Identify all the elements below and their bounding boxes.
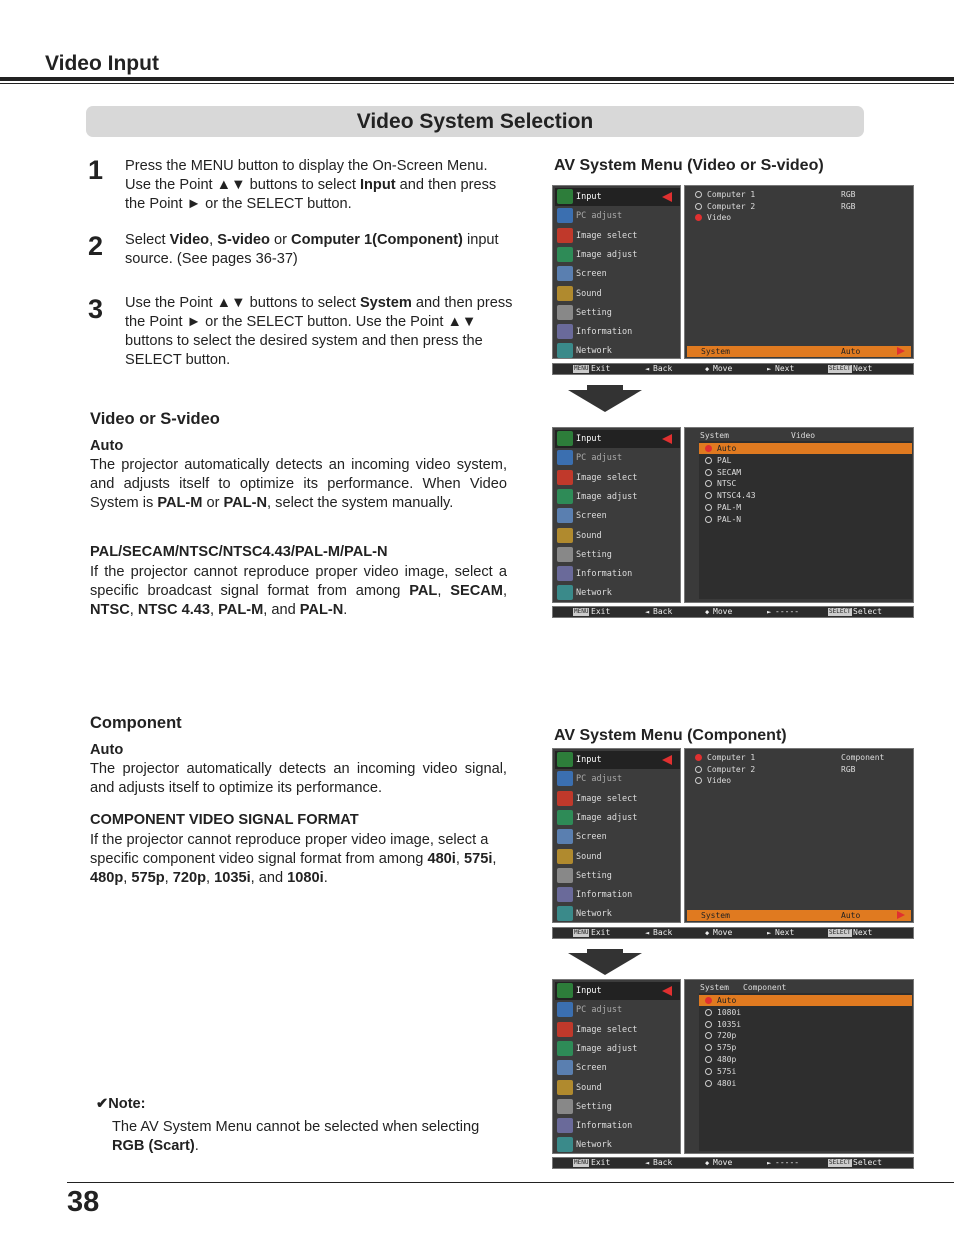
sidebar-item-image-select	[555, 469, 680, 487]
image-select-icon	[557, 1022, 573, 1037]
options-header-left: System	[700, 983, 729, 992]
options-header-left: System	[700, 431, 729, 440]
back-arrow-icon: ◄	[645, 365, 650, 373]
down-arrow-icon	[568, 953, 642, 975]
system-option-row	[699, 1007, 912, 1018]
sidebar-item-image-adjust	[555, 809, 680, 827]
sidebar-item-image-select	[555, 1021, 680, 1039]
sidebar-item-label: Image adjust	[576, 491, 638, 502]
sidebar-item-label: PC adjust	[576, 774, 623, 785]
sidebar-item-information	[555, 565, 680, 583]
video-auto-text: The projector automatically detects an incoming video system, and adjusts itself to optimize its performance. When Video System is PAL-M or PAL-N, select the system manually.	[90, 457, 507, 511]
menu-key-badge: MENU	[574, 365, 589, 372]
menu-key-badge: MENU	[574, 608, 589, 615]
system-option-label: PAL	[717, 455, 732, 465]
av-system-menu-component-options	[552, 979, 914, 1171]
footer-label: Move	[713, 928, 733, 937]
sidebar-item-label: PC adjust	[576, 1005, 623, 1016]
input-option-value: Component	[841, 753, 885, 762]
input-option-value: RGB	[841, 201, 856, 211]
radio-icon	[705, 1021, 712, 1028]
sidebar-item-label: Image adjust	[576, 1043, 638, 1054]
footer-label: Next	[853, 364, 873, 373]
radio-icon	[705, 504, 712, 511]
sidebar-item-label: Sound	[576, 288, 602, 299]
sidebar-item-input	[555, 982, 680, 1000]
sidebar-item-label: Information	[576, 569, 633, 580]
menu-key-badge: MENU	[574, 1159, 589, 1166]
move-arrows-icon: ◆	[705, 1159, 710, 1167]
down-arrow-icon	[568, 390, 642, 412]
sidebar-item-label: Image select	[576, 1024, 638, 1035]
footer-label: Back	[653, 928, 673, 937]
sidebar-item-image-adjust	[555, 1040, 680, 1058]
sidebar-item-network	[555, 905, 680, 923]
footer-label: Next	[853, 928, 873, 937]
footer-label: -----	[775, 607, 800, 616]
footer-label: Back	[653, 607, 673, 616]
input-icon	[557, 431, 573, 446]
sidebar-item-label: Setting	[576, 549, 612, 560]
sidebar-item-network	[555, 584, 680, 602]
sidebar-item-sound	[555, 848, 680, 866]
input-icon	[557, 189, 573, 204]
footer-label: Exit	[591, 607, 611, 616]
sound-icon	[557, 528, 573, 543]
system-value: Auto	[841, 911, 861, 920]
input-option-row	[695, 776, 905, 785]
menu-sidebar	[552, 427, 681, 603]
radio-icon	[705, 457, 712, 464]
pointer-left-icon	[662, 986, 672, 996]
check-icon: ✔	[96, 1096, 109, 1112]
input-icon	[557, 983, 573, 998]
component-auto-text: The projector automatically detects an incoming video signal, and adjusts itself to optimize its performance.	[90, 761, 507, 796]
pc-adjust-icon	[557, 450, 573, 465]
input-option-label: Video	[707, 213, 732, 222]
pc-adjust-icon	[557, 771, 573, 786]
component-section-title: Component	[90, 714, 182, 732]
input-option-row	[695, 213, 905, 222]
video-section-title: Video or S-video	[90, 410, 220, 428]
system-selected-bar	[687, 910, 911, 921]
step-number-1: 1	[88, 155, 104, 185]
input-option-label: Computer 1	[707, 190, 756, 199]
input-option-label: Computer 2	[707, 764, 756, 774]
sidebar-item-label: Information	[576, 1121, 633, 1132]
system-option-label: Auto	[717, 996, 737, 1005]
input-option-value: RGB	[841, 764, 856, 774]
sidebar-item-sound	[555, 285, 680, 303]
menu-main-panel	[684, 185, 914, 359]
setting-icon	[557, 305, 573, 320]
sidebar-item-information	[555, 1117, 680, 1135]
sidebar-item-input	[555, 188, 680, 206]
radio-icon	[695, 214, 702, 221]
image-select-icon	[557, 791, 573, 806]
pointer-left-icon	[662, 192, 672, 202]
information-icon	[557, 887, 573, 902]
system-option-label: 480p	[717, 1055, 737, 1064]
radio-icon	[705, 1032, 712, 1039]
system-option-label: NTSC4.43	[717, 491, 756, 501]
radio-icon	[705, 492, 712, 499]
sidebar-item-label: Network	[576, 909, 612, 920]
screen-icon	[557, 829, 573, 844]
move-arrows-icon: ◆	[705, 365, 710, 373]
system-option-label: Auto	[717, 444, 737, 453]
image-select-icon	[557, 228, 573, 243]
menu-title-video: AV System Menu (Video or S-video)	[554, 157, 824, 174]
sidebar-item-network	[555, 342, 680, 360]
sidebar-item-label: Screen	[576, 269, 607, 280]
sidebar-item-pc-adjust	[555, 207, 680, 225]
radio-icon	[695, 766, 702, 773]
next-arrow-icon: ►	[767, 608, 772, 616]
select-key-badge: SELECT	[829, 1159, 851, 1166]
radio-icon	[705, 1044, 712, 1051]
menu-footer	[552, 363, 914, 375]
setting-icon	[557, 868, 573, 883]
menu-main-panel	[684, 748, 914, 923]
system-option-label: 1080i	[717, 1007, 742, 1017]
back-arrow-icon: ◄	[645, 929, 650, 937]
sound-icon	[557, 286, 573, 301]
sidebar-item-input	[555, 430, 680, 448]
menu-title-component: AV System Menu (Component)	[554, 727, 787, 744]
image-adjust-icon	[557, 247, 573, 262]
sidebar-item-sound	[555, 1079, 680, 1097]
select-key-badge: SELECT	[829, 929, 851, 936]
radio-icon	[705, 445, 712, 452]
step-number-3: 3	[88, 294, 104, 324]
footer-label: Back	[653, 364, 673, 373]
move-arrows-icon: ◆	[705, 929, 710, 937]
system-option-label: PAL-M	[717, 503, 742, 512]
system-option-row	[699, 514, 912, 525]
image-adjust-icon	[557, 489, 573, 504]
header-rule	[0, 77, 954, 81]
footer-label: Back	[653, 1158, 673, 1167]
sidebar-item-label: Image select	[576, 793, 638, 804]
sidebar-item-setting	[555, 304, 680, 322]
system-option-label: 480i	[717, 1078, 737, 1088]
menu-main-panel	[684, 427, 914, 603]
sidebar-item-screen	[555, 265, 680, 283]
sidebar-item-label: Input	[576, 986, 602, 996]
footer-label: Select	[853, 1158, 882, 1167]
image-adjust-icon	[557, 1041, 573, 1056]
radio-icon	[705, 480, 712, 487]
section-title: Video Input	[45, 52, 159, 75]
system-option-row	[699, 455, 912, 466]
setting-icon	[557, 547, 573, 562]
footer-label: -----	[775, 1158, 800, 1167]
pointer-right-icon	[897, 911, 905, 919]
footer-label: Move	[713, 1158, 733, 1167]
sidebar-item-setting	[555, 867, 680, 885]
av-system-menu-video-options	[552, 427, 914, 620]
system-option-row	[699, 478, 912, 489]
radio-icon	[705, 1068, 712, 1075]
system-option-label: 575p	[717, 1043, 737, 1053]
radio-icon	[695, 203, 702, 210]
back-arrow-icon: ◄	[645, 608, 650, 616]
system-option-row	[699, 502, 912, 513]
system-option-label: PAL-N	[717, 514, 742, 524]
sidebar-item-information	[555, 323, 680, 341]
screen-icon	[557, 266, 573, 281]
sidebar-item-sound	[555, 527, 680, 545]
system-option-row	[699, 443, 912, 454]
note-label	[96, 1095, 146, 1112]
menu-main-panel	[684, 979, 914, 1154]
footer-label: Next	[775, 364, 795, 373]
system-label: System	[701, 347, 730, 356]
system-option-row	[699, 1019, 912, 1030]
radio-icon	[705, 1009, 712, 1016]
information-icon	[557, 324, 573, 339]
av-system-menu-component	[552, 748, 914, 941]
step-number-2: 2	[88, 231, 104, 261]
video-formats-text: If the projector cannot reproduce proper video image, select a specific broadcast signal format from among PAL, SECAM, NTSC, NTSC 4.43, PAL-M, and PAL-N.	[90, 564, 507, 618]
sidebar-item-label: Screen	[576, 1063, 607, 1074]
menu-sidebar	[552, 185, 681, 359]
menu-sidebar	[552, 748, 681, 923]
system-option-row	[699, 1054, 912, 1065]
footer-label: Select	[853, 607, 882, 616]
input-icon	[557, 752, 573, 767]
sidebar-item-label: Setting	[576, 1101, 612, 1112]
footer-label: Move	[713, 607, 733, 616]
sidebar-item-label: Network	[576, 346, 612, 357]
av-system-menu-video	[552, 185, 914, 378]
sidebar-item-label: Information	[576, 890, 633, 901]
sound-icon	[557, 1080, 573, 1095]
input-option-row	[695, 765, 905, 774]
menu-key-badge: MENU	[574, 929, 589, 936]
sidebar-item-information	[555, 886, 680, 904]
system-label: System	[701, 911, 730, 920]
sidebar-item-label: Sound	[576, 530, 602, 541]
input-option-label: Computer 2	[707, 201, 756, 211]
screen-icon	[557, 1060, 573, 1075]
network-icon	[557, 585, 573, 600]
system-option-row	[699, 490, 912, 501]
image-select-icon	[557, 470, 573, 485]
sidebar-item-image-adjust	[555, 488, 680, 506]
sidebar-item-label: Network	[576, 1140, 612, 1151]
footer-label: Exit	[591, 364, 611, 373]
sidebar-item-image-select	[555, 227, 680, 245]
input-option-label: Computer 1	[707, 753, 756, 762]
radio-icon	[695, 777, 702, 784]
system-option-row	[699, 1066, 912, 1077]
network-icon	[557, 1137, 573, 1152]
footer-label: Next	[775, 928, 795, 937]
system-option-label: 1035i	[717, 1019, 742, 1029]
next-arrow-icon: ►	[767, 365, 772, 373]
system-option-row	[699, 995, 912, 1006]
input-option-value: RGB	[841, 190, 856, 199]
sidebar-item-label: Image adjust	[576, 249, 638, 260]
system-option-row	[699, 1042, 912, 1053]
pointer-left-icon	[662, 755, 672, 765]
information-icon	[557, 1118, 573, 1133]
sidebar-item-label: Screen	[576, 832, 607, 843]
back-arrow-icon: ◄	[645, 1159, 650, 1167]
options-list-panel	[699, 993, 912, 1151]
select-key-badge: SELECT	[829, 365, 851, 372]
sidebar-item-pc-adjust	[555, 770, 680, 788]
sidebar-item-label: Sound	[576, 851, 602, 862]
footer-rule	[67, 1182, 954, 1183]
note-label-text: Note:	[108, 1096, 146, 1112]
network-icon	[557, 343, 573, 358]
sidebar-item-image-select	[555, 790, 680, 808]
menu-sidebar	[552, 979, 681, 1154]
sidebar-item-label: PC adjust	[576, 453, 623, 464]
menu-footer	[552, 1157, 914, 1169]
system-option-label: SECAM	[717, 467, 742, 477]
sidebar-item-label: Image adjust	[576, 812, 638, 823]
system-selected-bar	[687, 346, 911, 357]
pointer-left-icon	[662, 434, 672, 444]
system-value: Auto	[841, 347, 861, 356]
sidebar-item-label: Input	[576, 434, 602, 444]
radio-icon	[705, 1056, 712, 1063]
system-option-label: 575i	[717, 1066, 737, 1076]
input-option-label: Video	[707, 776, 732, 785]
menu-footer	[552, 927, 914, 939]
sidebar-item-label: Image select	[576, 472, 638, 483]
pointer-right-icon	[897, 347, 905, 355]
step-text-1: Press the MENU button to display the On-Screen Menu. Use the Point ▲▼ buttons to select Input and then press the Point ► or the SELECT button.	[125, 158, 497, 212]
screen-icon	[557, 508, 573, 523]
footer-label: Exit	[591, 1158, 611, 1167]
next-arrow-icon: ►	[767, 929, 772, 937]
move-arrows-icon: ◆	[705, 608, 710, 616]
sidebar-item-label: Screen	[576, 511, 607, 522]
sidebar-item-label: Network	[576, 588, 612, 599]
sidebar-item-screen	[555, 828, 680, 846]
component-auto-title: Auto	[90, 742, 124, 758]
video-formats-title: PAL/SECAM/NTSC/NTSC4.43/PAL-M/PAL-N	[90, 544, 388, 560]
page-number: 38	[67, 1186, 100, 1218]
sidebar-item-setting	[555, 1098, 680, 1116]
sidebar-item-label: Setting	[576, 307, 612, 318]
sidebar-item-label: PC adjust	[576, 211, 623, 222]
sidebar-item-screen	[555, 507, 680, 525]
system-option-label: NTSC	[717, 479, 737, 489]
sidebar-item-pc-adjust	[555, 1001, 680, 1019]
sidebar-item-network	[555, 1136, 680, 1154]
pc-adjust-icon	[557, 1002, 573, 1017]
step-text-2: Select Video, S-video or Computer 1(Component) input source. (See pages 36-37)	[125, 232, 499, 267]
next-arrow-icon: ►	[767, 1159, 772, 1167]
video-auto-title: Auto	[90, 438, 124, 454]
footer-label: Exit	[591, 928, 611, 937]
sidebar-item-screen	[555, 1059, 680, 1077]
sidebar-item-label: Setting	[576, 870, 612, 881]
options-header-right: Video	[791, 431, 816, 440]
input-option-row	[695, 190, 905, 199]
menu-footer	[552, 606, 914, 618]
sidebar-item-label: Input	[576, 192, 602, 202]
sidebar-item-label: Input	[576, 755, 602, 765]
header-rule-thin	[0, 83, 954, 84]
sidebar-item-setting	[555, 546, 680, 564]
setting-icon	[557, 1099, 573, 1114]
options-list-panel	[699, 441, 912, 599]
radio-icon	[705, 997, 712, 1004]
step-text-3: Use the Point ▲▼ buttons to select System and then press the Point ► or the SELECT button. Use the Point ▲▼ buttons to select the desired system and then press the SELECT button.	[125, 295, 513, 368]
input-option-row	[695, 202, 905, 211]
radio-icon	[705, 469, 712, 476]
system-option-row	[699, 1078, 912, 1089]
footer-label: Move	[713, 364, 733, 373]
network-icon	[557, 906, 573, 921]
component-format-title: COMPONENT VIDEO SIGNAL FORMAT	[90, 812, 359, 828]
radio-icon	[705, 1080, 712, 1087]
radio-icon	[695, 754, 702, 761]
image-adjust-icon	[557, 810, 573, 825]
note-text: The AV System Menu cannot be selected when selecting RGB (Scart).	[112, 1119, 480, 1154]
pc-adjust-icon	[557, 208, 573, 223]
system-option-row	[699, 467, 912, 478]
sound-icon	[557, 849, 573, 864]
sidebar-item-label: Sound	[576, 1082, 602, 1093]
information-icon	[557, 566, 573, 581]
component-format-text: If the projector cannot reproduce proper video image, select a specific component video signal format from among 480i, 575i, 480p, 575p, 720p, 1035i, and 1080i.	[90, 832, 497, 886]
sidebar-item-pc-adjust	[555, 449, 680, 467]
input-option-row	[695, 753, 905, 762]
select-key-badge: SELECT	[829, 608, 851, 615]
sidebar-item-label: Image select	[576, 230, 638, 241]
sidebar-item-image-adjust	[555, 246, 680, 264]
options-header-right: Component	[743, 983, 787, 992]
system-option-label: 720p	[717, 1031, 737, 1041]
radio-icon	[705, 516, 712, 523]
page-banner: Video System Selection	[86, 106, 864, 137]
sidebar-item-label: Information	[576, 327, 633, 338]
system-option-row	[699, 1030, 912, 1041]
sidebar-item-input	[555, 751, 680, 769]
radio-icon	[695, 191, 702, 198]
